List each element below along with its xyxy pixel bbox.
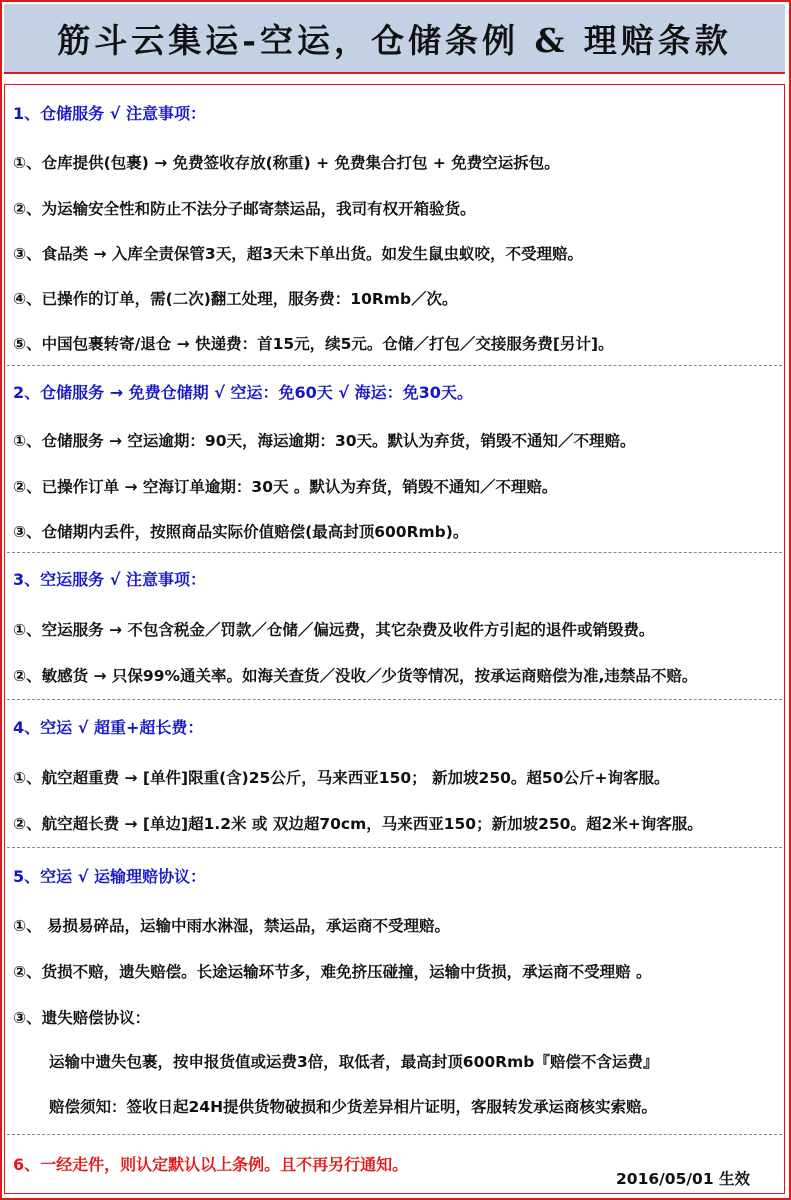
list-item: ①、仓储服务 → 空运逾期：90天，海运逾期：30天。默认为弃货，销毁不通知／不理赔。 bbox=[13, 432, 636, 450]
section-heading-claims: 5、空运 √ 运输理赔协议： bbox=[13, 867, 206, 886]
final-notice: 6、一经走件，则认定默认以上条例。且不再另行通知。 bbox=[13, 1155, 409, 1174]
terms-content bbox=[4, 84, 785, 1194]
list-item: ①、仓库提供(包裹) → 免费签收存放(称重) + 免费集合打包 + 免费空运拆包。 bbox=[13, 154, 560, 172]
list-item: ①、空运服务 → 不包含税金／罚款／仓储／偏远费，其它杂费及收件方引起的退件或销毁费。 bbox=[13, 621, 655, 639]
list-item: ②、敏感货 → 只保99%通关率。如海关查货／没收／少货等情况，按承运商赔偿为准,违禁品不赔。 bbox=[13, 667, 698, 685]
list-item: ③、遗失赔偿协议： bbox=[13, 1009, 151, 1027]
section-divider bbox=[7, 552, 782, 553]
page-title: 筋斗云集运-空运，仓储条例 & 理赔条款 bbox=[57, 20, 732, 60]
list-item: ②、已操作订单 → 空海订单逾期：30天 。默认为弃货，销毁不通知／不理赔。 bbox=[13, 478, 558, 496]
section-divider bbox=[7, 365, 782, 366]
list-item-detail: 赔偿须知：签收日起24H提供货物破损和少货差异相片证明，客服转发承运商核实索赔。 bbox=[49, 1098, 658, 1116]
section-divider bbox=[7, 699, 782, 700]
list-item: ⑤、中国包裹转寄/退仓 → 快递费：首15元，续5元。仓储／打包／交接服务费[另计]。 bbox=[13, 335, 614, 353]
section-heading-storage-notes: 1、仓储服务 √ 注意事项： bbox=[13, 104, 206, 123]
list-item: ④、已操作的订单，需(二次)翻工处理，服务费：10Rmb／次。 bbox=[13, 290, 458, 308]
list-item: ③、食品类 → 入库全责保管3天，超3天未下单出货。如发生鼠虫蚁咬，不受理赔。 bbox=[13, 245, 583, 263]
section-heading-air-notes: 3、空运服务 √ 注意事项： bbox=[13, 570, 206, 589]
section-heading-oversize-fees: 4、空运 √ 超重+超长费： bbox=[13, 718, 204, 737]
list-item: ①、 易损易碎品，运输中雨水淋湿，禁运品，承运商不受理赔。 bbox=[13, 917, 451, 935]
section-divider bbox=[7, 847, 782, 848]
section-divider bbox=[7, 1134, 782, 1135]
list-item: ②、航空超长费 → [单边]超1.2米 或 双边超70cm，马来西亚150；新加坡250。超2米+询客服。 bbox=[13, 815, 703, 833]
title-banner bbox=[4, 4, 785, 74]
list-item-detail: 运输中遗失包裹，按申报货值或运费3倍，取低者，最高封顶600Rmb『赔偿不含运费』 bbox=[49, 1053, 659, 1071]
list-item: ①、航空超重费 → [单件]限重(含)25公斤，马来西亚150； 新加坡250。超50公斤+询客服。 bbox=[13, 769, 670, 787]
list-item: ③、仓储期内丢件，按照商品实际价值赔偿(最高封顶600Rmb)。 bbox=[13, 523, 469, 541]
list-item: ②、为运输安全性和防止不法分子邮寄禁运品，我司有权开箱验货。 bbox=[13, 200, 476, 218]
effective-date: 2016/05/01 生效 bbox=[616, 1170, 750, 1188]
list-item: ②、货损不赔，遗失赔偿。长途运输环节多，难免挤压碰撞，运输中货损，承运商不受理赔 。 bbox=[13, 963, 652, 981]
section-heading-free-storage: 2、仓储服务 → 免费仓储期 √ 空运：免60天 √ 海运：免30天。 bbox=[13, 383, 473, 402]
